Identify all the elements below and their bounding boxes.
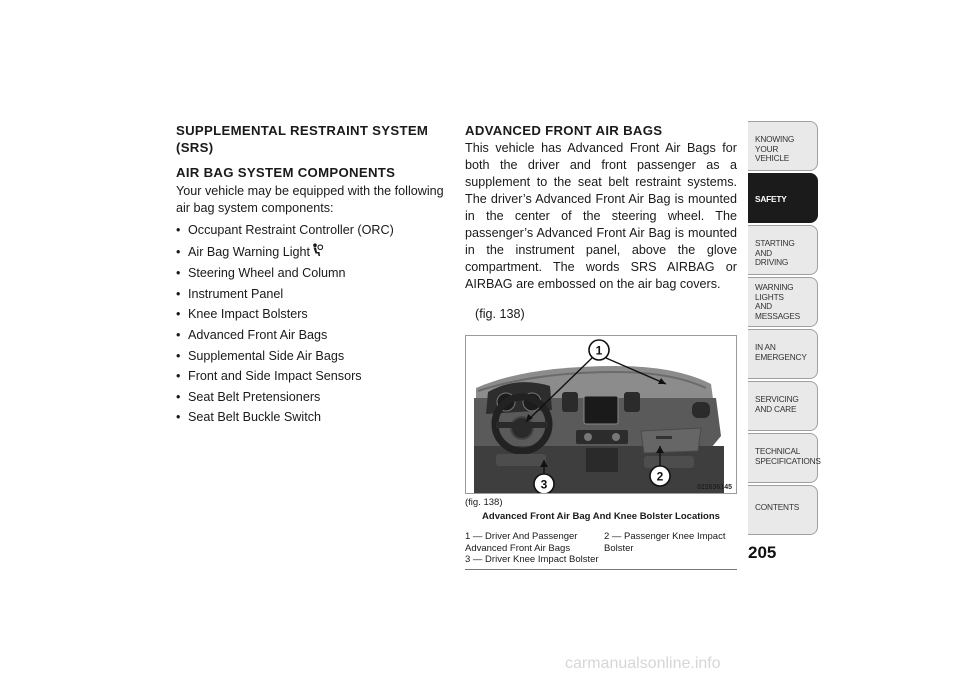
tab-servicing-and-care[interactable]: SERVICING AND CARE <box>748 381 818 431</box>
list-item: • Occupant Restraint Controller (ORC) <box>176 223 394 237</box>
section-heading-srs: SUPPLEMENTAL RESTRAINT SYSTEM <box>176 123 429 138</box>
callout-label-3: 3 <box>540 477 548 492</box>
components-list <box>176 222 454 426</box>
callout-label-1: 1 <box>595 343 603 358</box>
list-item: • Seat Belt Buckle Switch <box>176 410 321 425</box>
list-item: • Air Bag Warning Light <box>176 243 454 262</box>
dashboard-figure <box>465 335 737 494</box>
tab-knowing-your-vehicle[interactable]: KNOWING YOUR VEHICLE <box>748 121 818 171</box>
list-item: • Steering Wheel and Column <box>176 266 346 281</box>
list-item: • Supplemental Side Air Bags <box>176 348 345 363</box>
figure-caption-ref: (fig. 138) <box>465 497 503 509</box>
bullet: • <box>176 389 181 404</box>
tab-warning-lights-and-messages[interactable]: WARNING LIGHTS AND MESSAGES <box>748 277 818 327</box>
bullet: • <box>176 307 181 322</box>
watermark: carmanualsonline.info <box>565 655 721 672</box>
bullet: • <box>176 369 181 384</box>
figure-reference: (fig. 138) <box>475 306 525 321</box>
section-heading-advanced-airbags: ADVANCED FRONT AIR BAGS <box>465 123 663 138</box>
bullet: • <box>176 223 181 237</box>
bullet: • <box>176 244 181 259</box>
list-item: • Advanced Front Air Bags <box>176 327 328 342</box>
tab-starting-and-driving[interactable]: STARTING AND DRIVING <box>748 225 818 275</box>
dashboard-illustration <box>466 336 736 493</box>
section-heading-components: AIR BAG SYSTEM COMPONENTS <box>176 165 396 180</box>
figure-code: 022636145 <box>696 484 732 492</box>
figure-caption-title: Advanced Front Air Bag And Knee Bolster Locations <box>482 511 720 523</box>
legend-item: 2 — Passenger Knee Impact Bolster <box>604 531 726 554</box>
list-item: • Seat Belt Pretensioners <box>176 389 321 404</box>
page-number: 205 <box>748 543 777 562</box>
right-column <box>465 122 737 570</box>
tab-safety[interactable]: SAFETY <box>748 173 818 223</box>
chapter-tabs <box>748 121 821 537</box>
callout-label-2: 2 <box>656 469 664 484</box>
list-item: • Knee Impact Bolsters <box>176 307 308 322</box>
tab-contents[interactable]: CONTENTS <box>748 485 818 535</box>
tab-technical-specifications[interactable]: TECHNICAL SPECIFICATIONS <box>748 433 818 483</box>
bullet: • <box>176 286 181 301</box>
figure-legend <box>465 531 737 570</box>
bullet: • <box>176 410 181 425</box>
left-column <box>176 122 454 430</box>
bullet: • <box>176 348 181 363</box>
tab-in-an-emergency[interactable]: IN AN EMERGENCY <box>748 329 818 379</box>
section-heading-srs-abbrev: (SRS) <box>176 140 214 155</box>
list-item: • Instrument Panel <box>176 286 284 301</box>
advanced-airbags-paragraph: This vehicle has Advanced Front Air Bags for both the driver and front passenger as a supplement to the seat belt restraint systems. The driver’s Advanced Front Air Bag is mounted in the center of the steering wheel. The passenger’s Advanced Front Air Bag is mounted in the instrument panel, above the glove compartment. The words SRS AIRBAG or AIRBAG are embossed on the air bag covers. <box>465 141 737 291</box>
intro-paragraph: Your vehicle may be equipped with the following air bag system components: <box>176 184 444 215</box>
legend-item: 3 — Driver Knee Impact Bolster <box>465 554 599 566</box>
bullet: • <box>176 327 181 342</box>
bullet: • <box>176 266 181 281</box>
airbag-warning-icon <box>311 243 323 262</box>
list-item: • Front and Side Impact Sensors <box>176 369 362 384</box>
legend-item: 1 — Driver And Passenger Advanced Front Air Bags <box>465 531 578 554</box>
